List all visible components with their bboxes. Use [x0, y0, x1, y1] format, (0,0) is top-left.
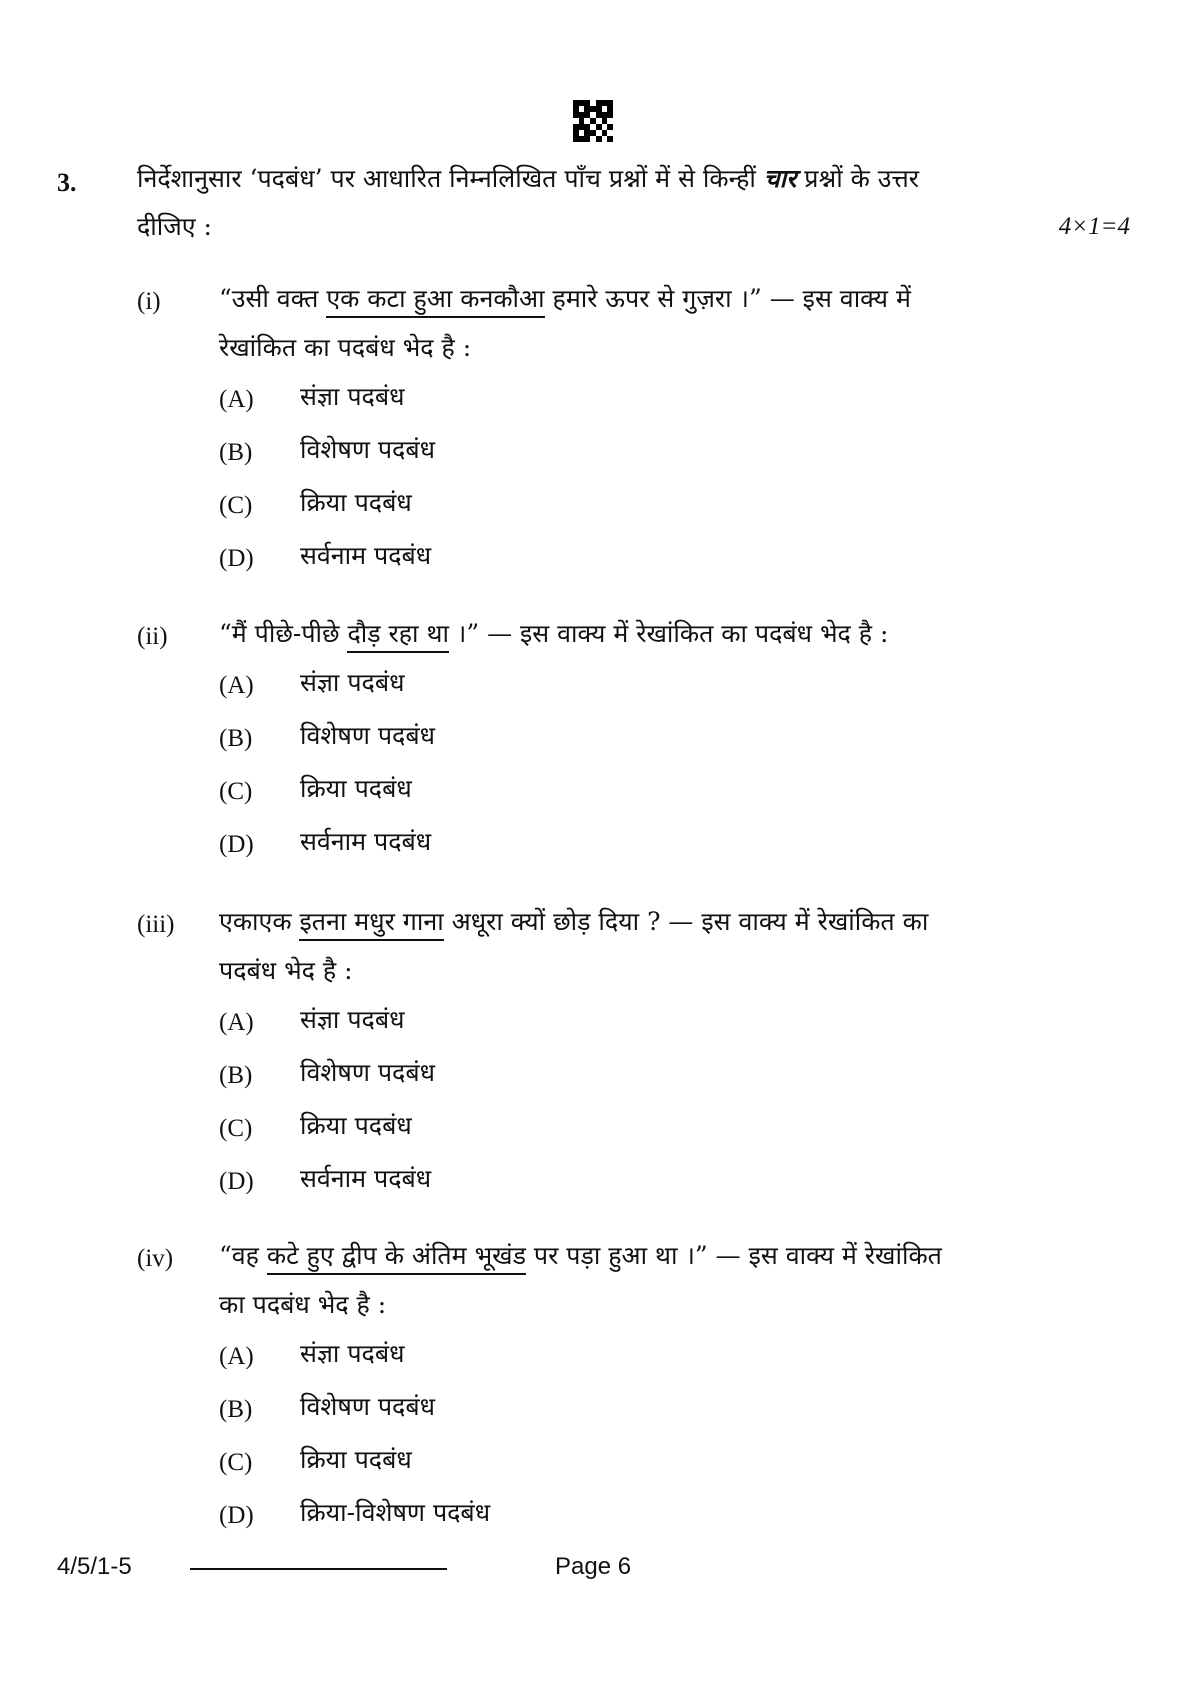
subquestion-stem	[219, 907, 928, 937]
option-key: (B)	[219, 725, 253, 752]
option-text[interactable]: संज्ञा पदबंध	[300, 1339, 405, 1368]
option-text[interactable]: संज्ञा पदबंध	[300, 1005, 405, 1034]
instruction-text-end: प्रश्नों के उत्तर	[796, 164, 919, 193]
stem-post: अधूरा क्यों छोड़ दिया ? — इस वाक्य में रेखांकित का	[443, 907, 929, 936]
stem-pre: एकाएक	[219, 907, 300, 936]
option-key: (C)	[219, 1449, 253, 1476]
option-text[interactable]: क्रिया पदबंध	[300, 1445, 412, 1474]
option-text[interactable]: विशेषण पदबंध	[300, 721, 435, 750]
option-text[interactable]: क्रिया पदबंध	[300, 488, 412, 517]
option-text[interactable]: क्रिया पदबंध	[300, 774, 412, 803]
question-number: 3.	[57, 168, 77, 197]
subquestion-label: (ii)	[137, 623, 168, 650]
option-key: (A)	[219, 1009, 254, 1036]
stem-post: पर पड़ा हुआ था ।” — इस वाक्य में रेखांकित	[525, 1241, 942, 1270]
stem-pre: “उसी वक्त	[219, 284, 327, 313]
option-key: (A)	[219, 672, 254, 699]
qr-code-icon	[573, 100, 613, 142]
option-key: (A)	[219, 386, 254, 413]
option-text[interactable]: संज्ञा पदबंध	[300, 668, 405, 697]
subquestion-stem	[219, 619, 888, 649]
question-instruction	[137, 164, 919, 194]
option-text[interactable]: विशेषण पदबंध	[300, 435, 435, 464]
option-key: (D)	[219, 1168, 254, 1195]
stem-line2: रेखांकित का पदबंध भेद है :	[219, 333, 472, 362]
stem-post: ।” — इस वाक्य में रेखांकित का पदबंध भेद है :	[448, 619, 889, 648]
option-text[interactable]: विशेषण पदबंध	[300, 1058, 435, 1087]
option-key: (D)	[219, 1502, 254, 1529]
option-text[interactable]: संज्ञा पदबंध	[300, 382, 405, 411]
option-key: (B)	[219, 439, 253, 466]
subquestion-label: (iv)	[137, 1245, 174, 1272]
instruction-emphasis: चार	[763, 164, 797, 193]
option-key: (C)	[219, 1115, 253, 1142]
subquestion-label: (i)	[137, 288, 161, 315]
option-text[interactable]: सर्वनाम पदबंध	[300, 827, 432, 856]
option-key: (C)	[219, 492, 253, 519]
stem-line2: पदबंध भेद है :	[219, 956, 353, 985]
underlined-phrase: कटे हुए द्वीप के अंतिम भूखंड	[267, 1241, 526, 1275]
instruction-text: निर्देशानुसार ‘पदबंध’ पर आधारित निम्नलिखित पाँच प्रश्नों में से किन्हीं	[137, 164, 764, 193]
option-text[interactable]: सर्वनाम पदबंध	[300, 541, 432, 570]
subquestion-stem	[219, 284, 911, 314]
instruction-line2: दीजिए :	[137, 212, 212, 241]
option-key: (D)	[219, 545, 254, 572]
stem-post: हमारे ऊपर से गुज़रा ।” — इस वाक्य में	[544, 284, 911, 313]
option-key: (B)	[219, 1396, 253, 1423]
option-key: (D)	[219, 831, 254, 858]
stem-line2: का पदबंध भेद है :	[219, 1290, 387, 1319]
option-text[interactable]: क्रिया पदबंध	[300, 1111, 412, 1140]
subquestion-label: (iii)	[137, 911, 175, 938]
option-text[interactable]: क्रिया-विशेषण पदबंध	[300, 1498, 491, 1527]
option-key: (A)	[219, 1343, 254, 1370]
underlined-phrase: दौड़ रहा था	[347, 619, 448, 653]
marks: 4×1=4	[1058, 213, 1130, 240]
option-text[interactable]: विशेषण पदबंध	[300, 1392, 435, 1421]
paper-code: 4/5/1-5	[57, 1553, 132, 1580]
underlined-phrase: इतना मधुर गाना	[299, 907, 443, 941]
option-key: (B)	[219, 1062, 253, 1089]
footer-divider	[190, 1568, 447, 1570]
option-text[interactable]: सर्वनाम पदबंध	[300, 1164, 432, 1193]
page-number: Page 6	[555, 1553, 632, 1580]
underlined-phrase: एक कटा हुआ कनकौआ	[326, 284, 544, 318]
option-key: (C)	[219, 778, 253, 805]
stem-pre: “मैं पीछे-पीछे	[219, 619, 348, 648]
stem-pre: “वह	[219, 1241, 267, 1270]
subquestion-stem	[219, 1241, 942, 1271]
